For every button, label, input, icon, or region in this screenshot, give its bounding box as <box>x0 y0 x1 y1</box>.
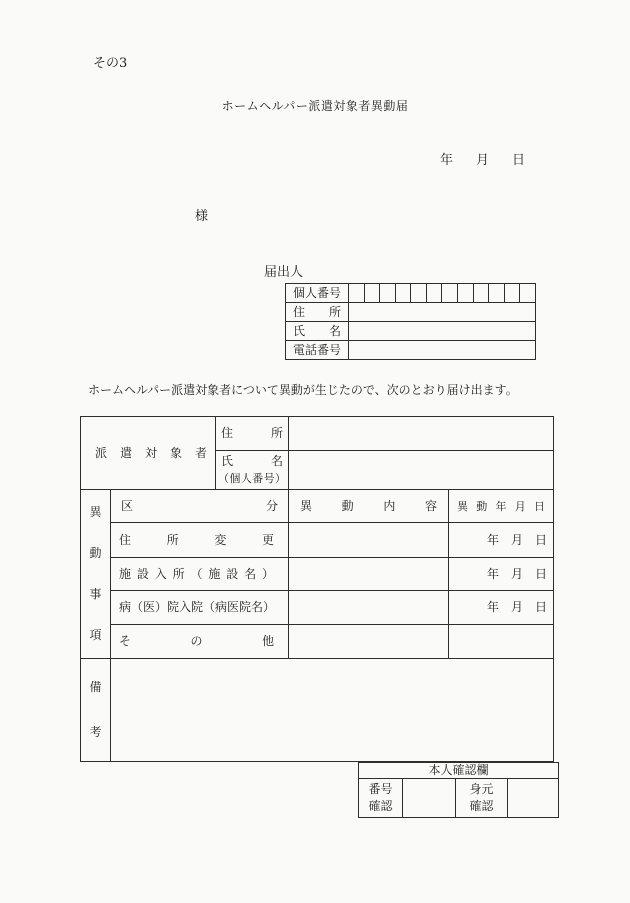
personal-number-digit-cell[interactable] <box>458 284 474 303</box>
personal-number-digit-cell[interactable] <box>489 284 505 303</box>
row-address-change-date-cell[interactable]: 年 月 日 <box>449 523 554 558</box>
remarks-label-cell <box>81 659 111 762</box>
personal-number-digit-cell[interactable] <box>411 284 427 303</box>
addressee-suffix: 様 <box>195 209 209 224</box>
personal-number-digit-cell[interactable] <box>396 284 412 303</box>
notifier-phone-input-cell[interactable] <box>349 341 536 360</box>
remarks-input-cell[interactable] <box>111 659 554 762</box>
target-name-label-cell <box>216 451 289 490</box>
personal-number-digit-cell[interactable] <box>442 284 458 303</box>
personal-number-digit-cell[interactable] <box>427 284 443 303</box>
notifier-name-input-cell[interactable] <box>349 322 536 341</box>
personal-number-digit-cell[interactable] <box>365 284 381 303</box>
number-check-input-cell[interactable] <box>403 779 456 818</box>
identity-check-label: 身元 確認 <box>456 779 508 818</box>
main-table <box>80 416 554 762</box>
change-section-label-cell <box>81 490 111 659</box>
personal-number-digit-cell[interactable] <box>349 284 365 303</box>
row-facility-admission-label: 施 設 入 所 （ 施 設 名 ） <box>111 558 289 591</box>
target-person-label: 派 遣 対 象 者 <box>81 417 216 490</box>
change-section-char: 事 <box>89 587 102 602</box>
personal-number-digit-cell[interactable] <box>505 284 521 303</box>
notifier-name-label: 氏 名 <box>286 322 349 341</box>
row-address-change-content-cell[interactable] <box>289 523 449 558</box>
target-name-label: 氏 名 <box>221 454 284 468</box>
verification-table <box>358 762 559 818</box>
personal-number-digit-cell[interactable] <box>474 284 490 303</box>
target-address-label: 住 所 <box>216 417 289 451</box>
row-other-date-cell[interactable] <box>449 625 554 659</box>
row-facility-admission-date-cell[interactable]: 年 月 日 <box>449 558 554 591</box>
target-name-sub-label: （個人番号） <box>218 472 287 485</box>
change-section-char: 動 <box>89 545 102 560</box>
row-other-label: そ の 他 <box>111 625 289 659</box>
notifier-address-label: 住 所 <box>286 303 349 322</box>
remarks-char: 考 <box>89 724 102 739</box>
date-line: 年 月 日 <box>440 153 525 168</box>
row-hospitalization-content-cell[interactable] <box>289 591 449 625</box>
notifier-address-input-cell[interactable] <box>349 303 536 322</box>
change-section-char: 項 <box>89 628 102 643</box>
verification-title: 本人確認欄 <box>359 763 559 779</box>
personal-number-digit-cell[interactable] <box>380 284 396 303</box>
body-text: ホームヘルパー派遣対象者について異動が生じたので、次のとおり届け出ます。 <box>88 383 518 397</box>
target-name-input-cell[interactable] <box>289 451 554 490</box>
row-hospitalization-label: 病（医）院入院（病医院名） <box>111 591 289 625</box>
remarks-char: 備 <box>89 680 102 695</box>
doc-number: その3 <box>93 56 128 71</box>
header-change-content: 異 動 内 容 <box>289 490 449 523</box>
change-section-char: 異 <box>89 504 102 519</box>
personal-number-digit-cell[interactable] <box>520 284 536 303</box>
header-category: 区 分 <box>111 490 289 523</box>
row-hospitalization-date-cell[interactable]: 年 月 日 <box>449 591 554 625</box>
notifier-label: 届出人 <box>264 265 304 280</box>
row-facility-admission-content-cell[interactable] <box>289 558 449 591</box>
identity-check-input-cell[interactable] <box>508 779 559 818</box>
target-address-input-cell[interactable] <box>289 417 554 451</box>
row-other-content-cell[interactable] <box>289 625 449 659</box>
page-title: ホームヘルパー派遣対象者異動届 <box>221 99 409 113</box>
notifier-table <box>285 283 536 360</box>
number-check-label: 番号 確認 <box>359 779 403 818</box>
personal-number-label: 個人番号 <box>286 284 349 303</box>
row-address-change-label: 住 所 変 更 <box>111 523 289 558</box>
header-change-date: 異 動 年 月 日 <box>449 490 554 523</box>
notifier-phone-label: 電話番号 <box>286 341 349 360</box>
